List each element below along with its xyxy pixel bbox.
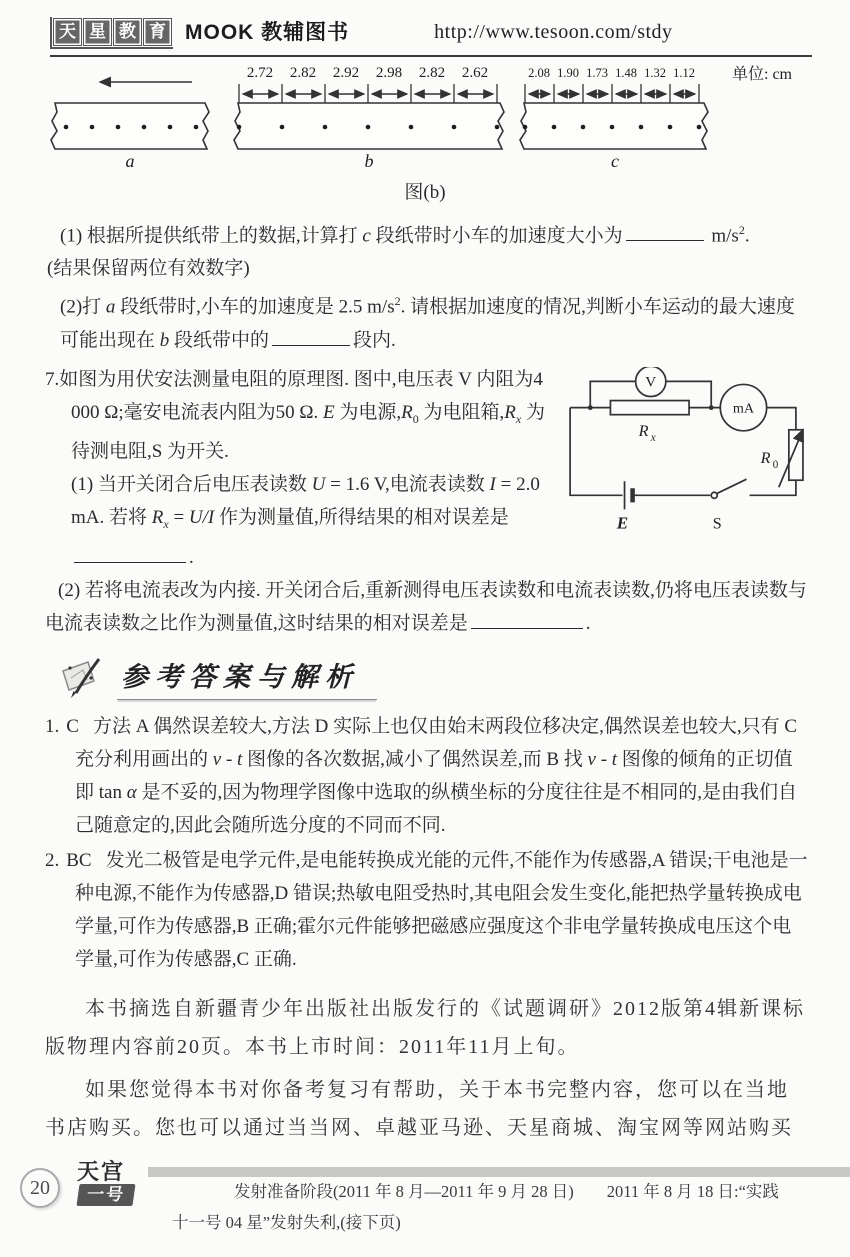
tiangong-logo-bottom: 一号: [76, 1184, 135, 1206]
book-purchase-paragraph: 如果您觉得本书对你备考复习有帮助，关于本书完整内容，您可以在当地书店购买。您也可以通过当当网、卓越亚马逊、天星商城、淘宝网等网站购买: [45, 1079, 793, 1140]
interval-value: 1.48: [615, 66, 637, 80]
tape-a: [51, 82, 209, 171]
answer-explanation: 方法 A 偶然误差较大,方法 D 实际上也仅由始末两段位移决定,偶然误差也较大,只有 C 充分利用画出的 v - t 图像的各次数据,减小了偶然误差,而 B 找 v - t 图像的倾角的正切值即 tan α 是不妥的,因为物理学图像中选取的纵横坐标的分度往往是不相同的,是由我们自己随意定的,因此会随所选分度的不同而不同.: [75, 716, 798, 837]
site-url: http://www.tesoon.com/stdy: [434, 21, 673, 43]
answer-letter: BC: [66, 850, 92, 872]
logo-char-box: 星: [84, 19, 111, 45]
rx-label: R: [638, 422, 649, 440]
rx-label-sub: x: [650, 431, 656, 444]
wire: [750, 480, 796, 495]
question-part-1: (1) 根据所提供纸带上的数据,计算打 c 段纸带时小车的加速度大小为 $m/s^2$.: [60, 223, 750, 247]
paper-tape-figure: [42, 63, 822, 171]
question-number: 7.: [45, 368, 60, 390]
book-info: [45, 990, 808, 1147]
logo-char-box: 育: [144, 19, 171, 45]
r0-label: R: [760, 449, 771, 467]
rheostat-arrow: [779, 429, 803, 486]
tiangong-logo-top: 天宫: [76, 1159, 125, 1184]
pen-and-paper-icon: [57, 656, 105, 700]
answer-explanation: 发光二极管是电学元件,是电能转换成光能的元件,不能作为传感器,A 错误;干电池是一种电源,不能作为传感器,D 错误;热敏电阻受热时,其电阻会发生变化,能把热学量转换成电学量,可作为传感器,B 正确;霍尔元件能够把磁感应强度这个非电学量转换成电压这个电学量,可作为传感器,C 正确.: [75, 850, 808, 971]
answers-section-title: 参考答案与解析: [117, 661, 377, 700]
voltmeter-branch-wire: [590, 381, 635, 407]
interval-value: 2.08: [528, 66, 550, 80]
page-footer: [20, 1160, 850, 1240]
question-tape-parts: [45, 214, 808, 357]
question-7-part-1: (1) 当开关闭合后电压表读数 U = 1.6 V,电流表读数 I = 2.0 mA. 若将 $R_x = U/I$ 作为测量值,所得结果的相对误差是.: [71, 474, 540, 569]
logo-char-box: 教: [114, 19, 141, 45]
question-7-part-2: (2) 若将电流表改为内接. 开关闭合后,重新测得电压表读数和电流表读数,仍将电压表读数与电流表读数之比作为测量值,这时结果的相对误差是 .: [45, 580, 807, 635]
brand-text: MOOK 教辅图书: [185, 21, 350, 44]
question-7: [45, 363, 808, 641]
tape-c-label: c: [611, 151, 619, 171]
circuit-figure: [558, 367, 808, 545]
figure-caption: 图(b): [404, 182, 446, 203]
footer-timeline-text: [172, 1176, 779, 1238]
wire: [570, 407, 622, 495]
question-part-2: (2)打 a 段纸带时,小车的加速度是 2.5 $m/s^2$. 请根据加速度的情况,判断小车运动的最大速度可能出现在 b 段纸带中的 段内.: [60, 294, 795, 351]
page-number: 20: [20, 1168, 60, 1208]
resistor-rx: [610, 400, 689, 414]
tape-b: [234, 65, 504, 171]
interval-value: 2.98: [375, 65, 403, 81]
interval-value: 2.82: [418, 65, 446, 81]
voltmeter-label: V: [645, 374, 657, 391]
switch-blade: [717, 479, 746, 493]
footer-timeline-line-1: 发射准备阶段(2011 年 8 月—2011 年 9 月 28 日) 2011 年 8 月 18 日:“实践: [234, 1182, 779, 1201]
book-source-paragraph: 本书摘选自新疆青少年出版社出版发行的《试题调研》2012版第4辑新课标版物理内容前20页。本书上市时间：2011年11月上旬。: [45, 998, 805, 1059]
r0-label-sub: 0: [772, 458, 779, 471]
wire: [767, 407, 796, 429]
tiangong-logo: [68, 1160, 134, 1206]
answer-number: 1.: [45, 716, 60, 738]
logo-char-box: 天: [54, 19, 81, 45]
interval-value: 1.90: [557, 66, 579, 80]
ammeter-label: mA: [732, 400, 755, 417]
interval-value: 2.62: [461, 65, 489, 81]
page-header: [50, 16, 812, 57]
tape-a-outline: [51, 103, 209, 149]
answer-letter: C: [66, 716, 79, 738]
interval-value: 1.32: [644, 66, 666, 80]
tesoon-logo: [50, 17, 173, 49]
battery-label: E: [616, 513, 629, 533]
rheostat-r0: [789, 429, 803, 479]
interval-value: 1.12: [673, 66, 695, 80]
answer-number: 2.: [45, 850, 60, 872]
unit-label: 单位: cm: [732, 66, 792, 83]
page-content: [0, 214, 850, 1147]
node-dot: [709, 405, 714, 410]
tape-b-label: b: [364, 151, 374, 171]
switch-label: S: [712, 515, 722, 533]
tape-a-label: a: [125, 151, 135, 171]
interval-value: 2.72: [246, 65, 274, 81]
footer-timeline-line-2: 十一号 04 星”发射失利,(接下页): [172, 1213, 401, 1232]
node-dot: [588, 405, 593, 410]
interval-value: 1.73: [586, 66, 608, 80]
interval-value: 2.92: [332, 65, 360, 81]
tape-c: [520, 66, 708, 171]
switch-pivot: [711, 492, 717, 498]
question-7-intro-text: 如图为用伏安法测量电阻的原理图. 图中,电压表 V 内阻为4 000 Ω;毫安电流表内阻为50 Ω. E 为电源$,R_0$ 为电阻箱$,R_x$ 为待测电阻,S 为开关.: [59, 368, 545, 463]
answer-item-1: [45, 710, 808, 842]
question-part-1-note: (结果保留两位有效数字): [47, 258, 250, 280]
answers-section-header: [57, 656, 808, 700]
answer-item-2: [45, 844, 808, 976]
interval-value: 2.82: [289, 65, 317, 81]
